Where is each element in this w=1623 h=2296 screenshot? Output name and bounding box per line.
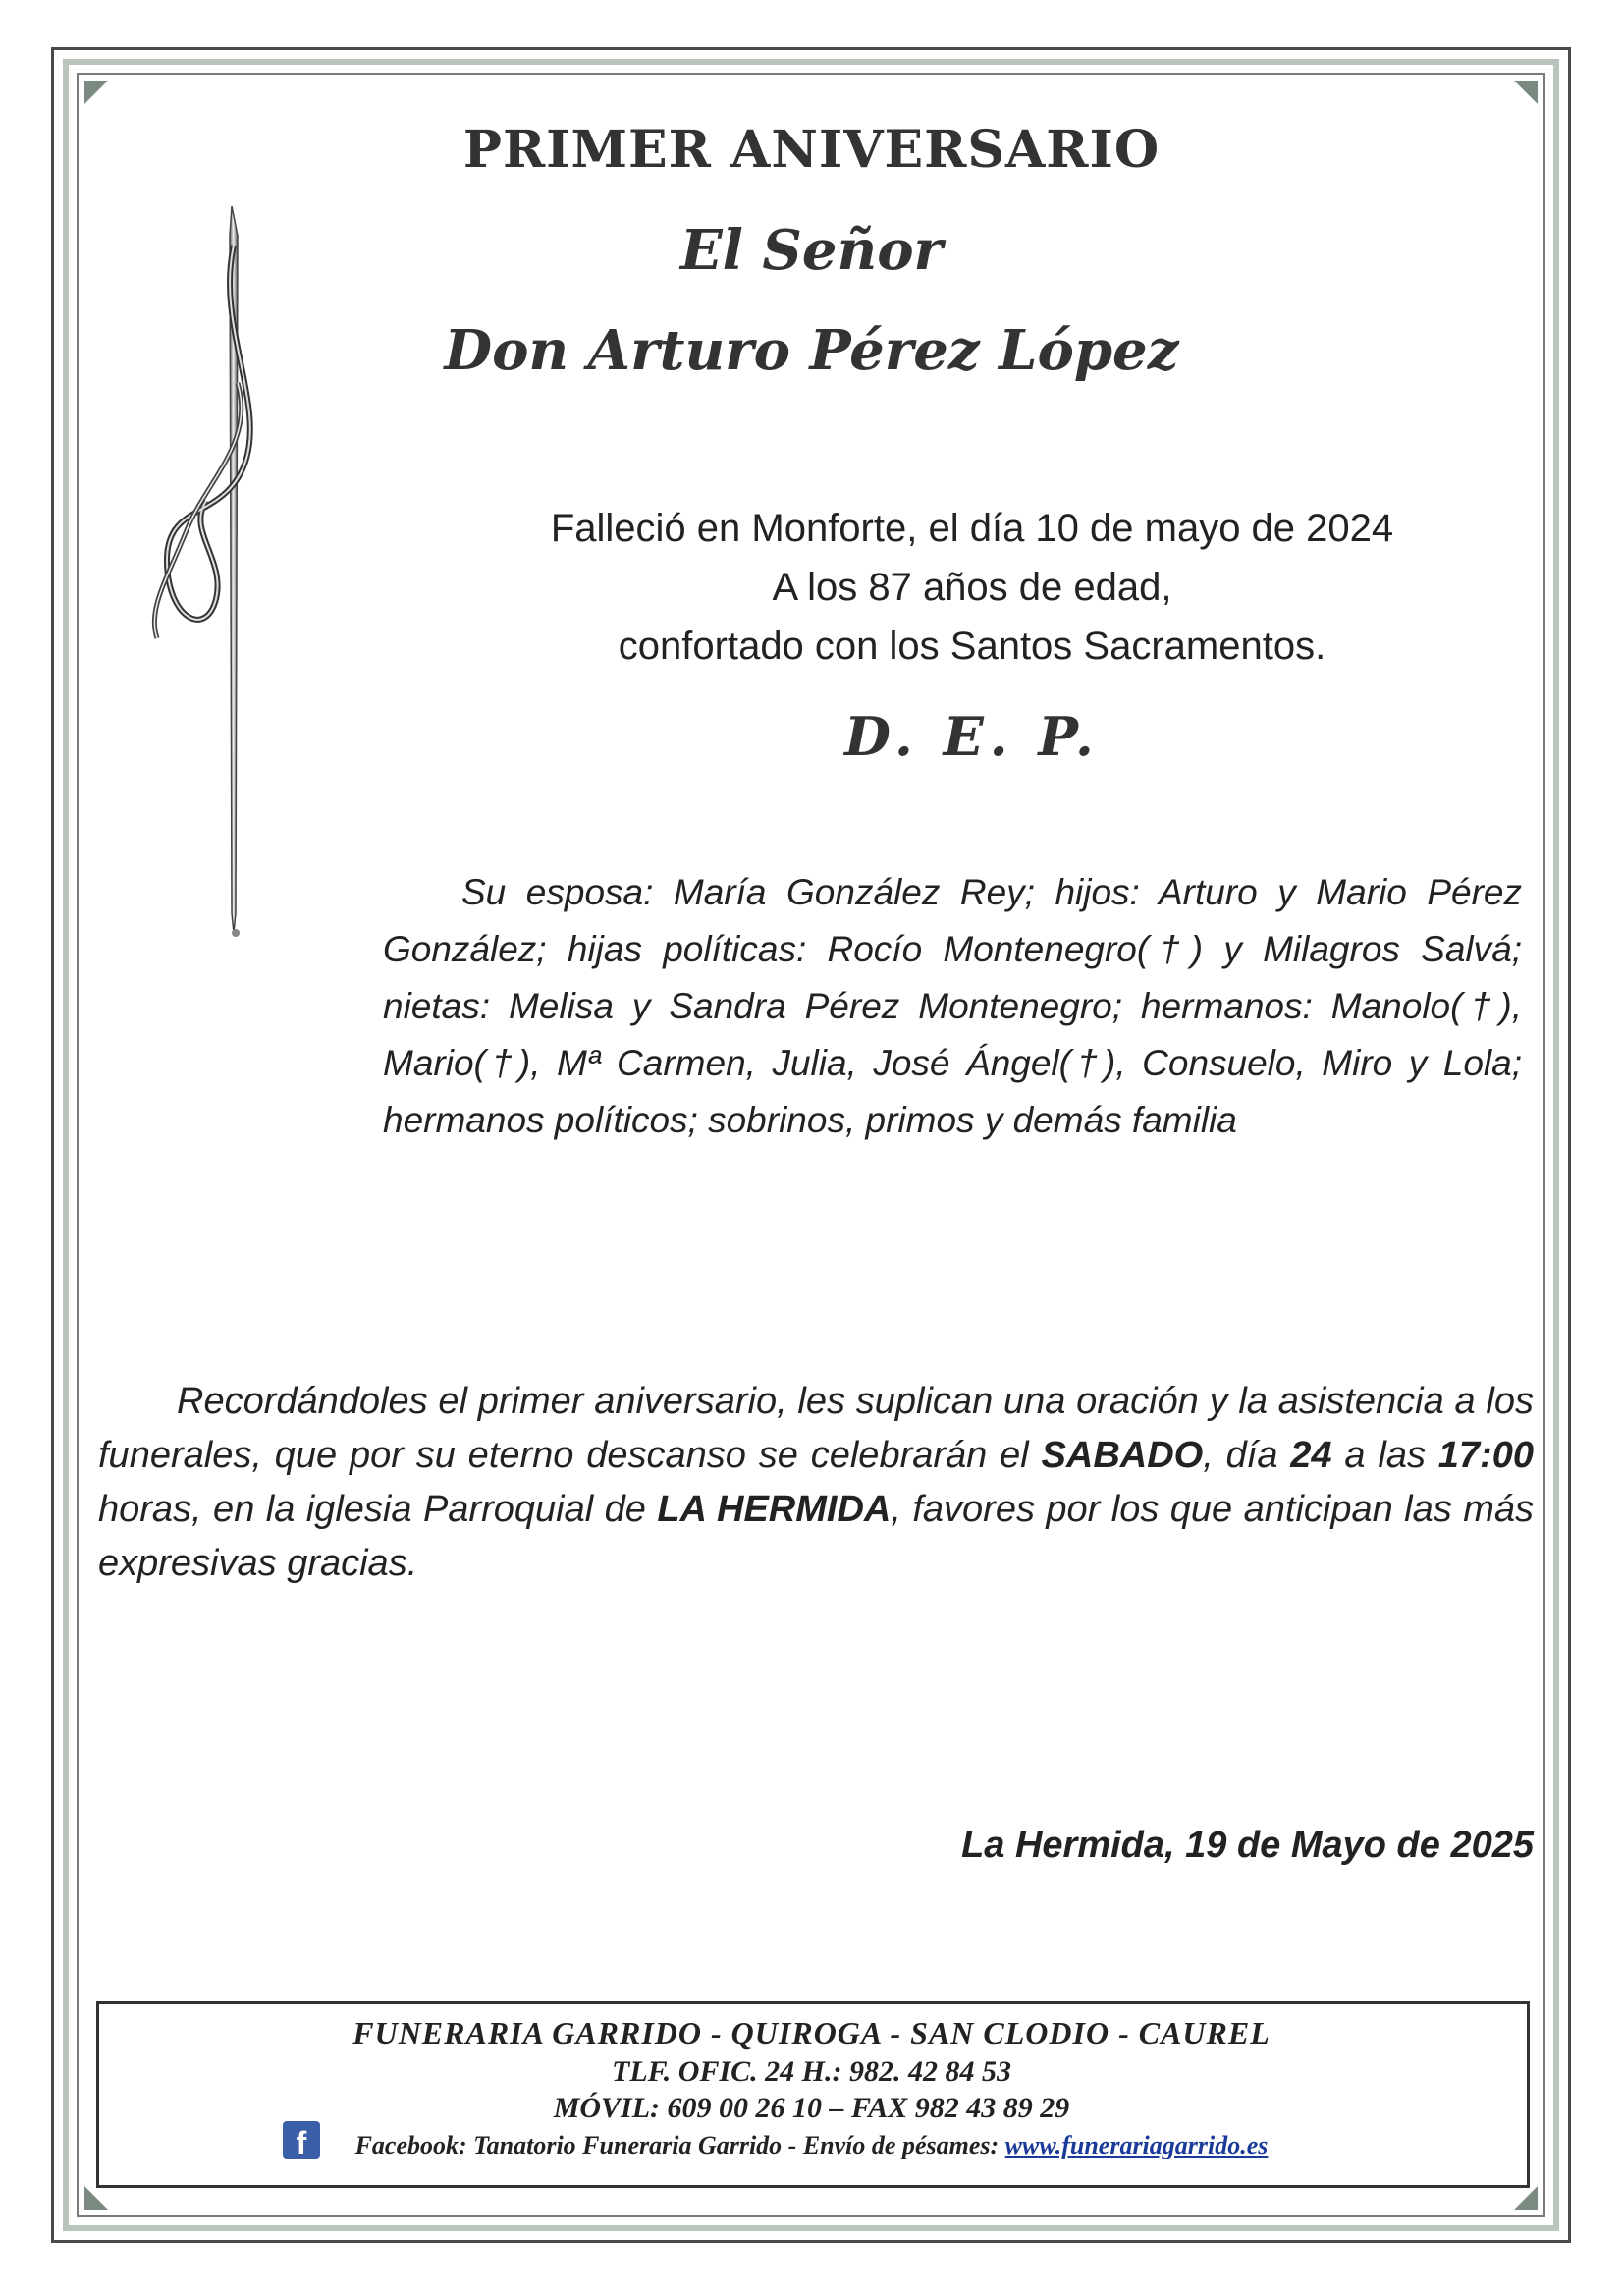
reminder-location: LA HERMIDA xyxy=(657,1489,892,1530)
website-link[interactable]: www.funerariagarrido.es xyxy=(1004,2131,1269,2159)
honorific: El Señor xyxy=(679,218,944,283)
deceased-name: Don Arturo Pérez López xyxy=(444,318,1179,383)
footer-phone: TLF. OFIC. 24 H.: 982. 42 84 53 xyxy=(612,2055,1011,2088)
page-title: PRIMER ANIVERSARIO xyxy=(462,120,1161,180)
death-info-line: A los 87 años de edad, xyxy=(772,566,1172,609)
reminder-day-number: 24 xyxy=(1290,1435,1332,1476)
reminder-text: Recordándoles el primer aniversario, les suplican una oración y la asistencia a los funerales, que por su eterno descanso se celebrarán el xyxy=(98,1381,1534,1476)
reminder-paragraph xyxy=(98,1375,1534,1591)
footer-facebook-text: Facebook: Tanatorio Funeraria Garrido - Envío de pésames: xyxy=(354,2131,1005,2159)
family-paragraph: Su esposa: María González Rey; hijos: Arturo y Mario Pérez González; hijas políticas: Rocío Montenegro(†) y Milagros Salvá; nietas: Melisa y Sandra Pérez Montenegro; hermanos: Manolo(†), Mario(†), Mª Carmen, Julia, José Ángel(†), Consuelo, Miro y Lola; hermanos políticos; sobrinos, primos y demás familia xyxy=(383,872,1522,1140)
footer-mobile: MÓVIL: 609 00 26 10 – FAX 982 43 89 29 xyxy=(553,2092,1070,2124)
corner-ornament-bottom-left xyxy=(84,2186,108,2210)
death-info-line: confortado con los Santos Sacramentos. xyxy=(618,625,1326,668)
dep-abbreviation: D. E. P. xyxy=(844,705,1100,768)
reminder-time: 17:00 xyxy=(1437,1435,1534,1476)
footer-contact xyxy=(0,2131,1623,2160)
footer-company: FUNERARIA GARRIDO - QUIROGA - SAN CLODIO - CAUREL xyxy=(352,2015,1271,2050)
reminder-day-name: SABADO xyxy=(1041,1435,1204,1476)
corner-ornament-top-right xyxy=(1514,81,1538,104)
reminder-text: , favores por los que anticipan las más expresivas gracias. xyxy=(98,1489,1534,1584)
reminder-text: , día xyxy=(1203,1435,1291,1476)
place-date: La Hermida, 19 de Mayo de 2025 xyxy=(961,1825,1534,1866)
corner-ornament-top-left xyxy=(84,81,108,104)
death-info xyxy=(295,499,1623,676)
reminder-text: horas, en la iglesia Parroquial de xyxy=(98,1489,658,1530)
facebook-icon[interactable]: f xyxy=(283,2121,320,2159)
corner-ornament-bottom-right xyxy=(1514,2186,1538,2210)
death-info-line: Falleció en Monforte, el día 10 de mayo de 2024 xyxy=(550,507,1394,550)
reminder-text: a las xyxy=(1331,1435,1438,1476)
